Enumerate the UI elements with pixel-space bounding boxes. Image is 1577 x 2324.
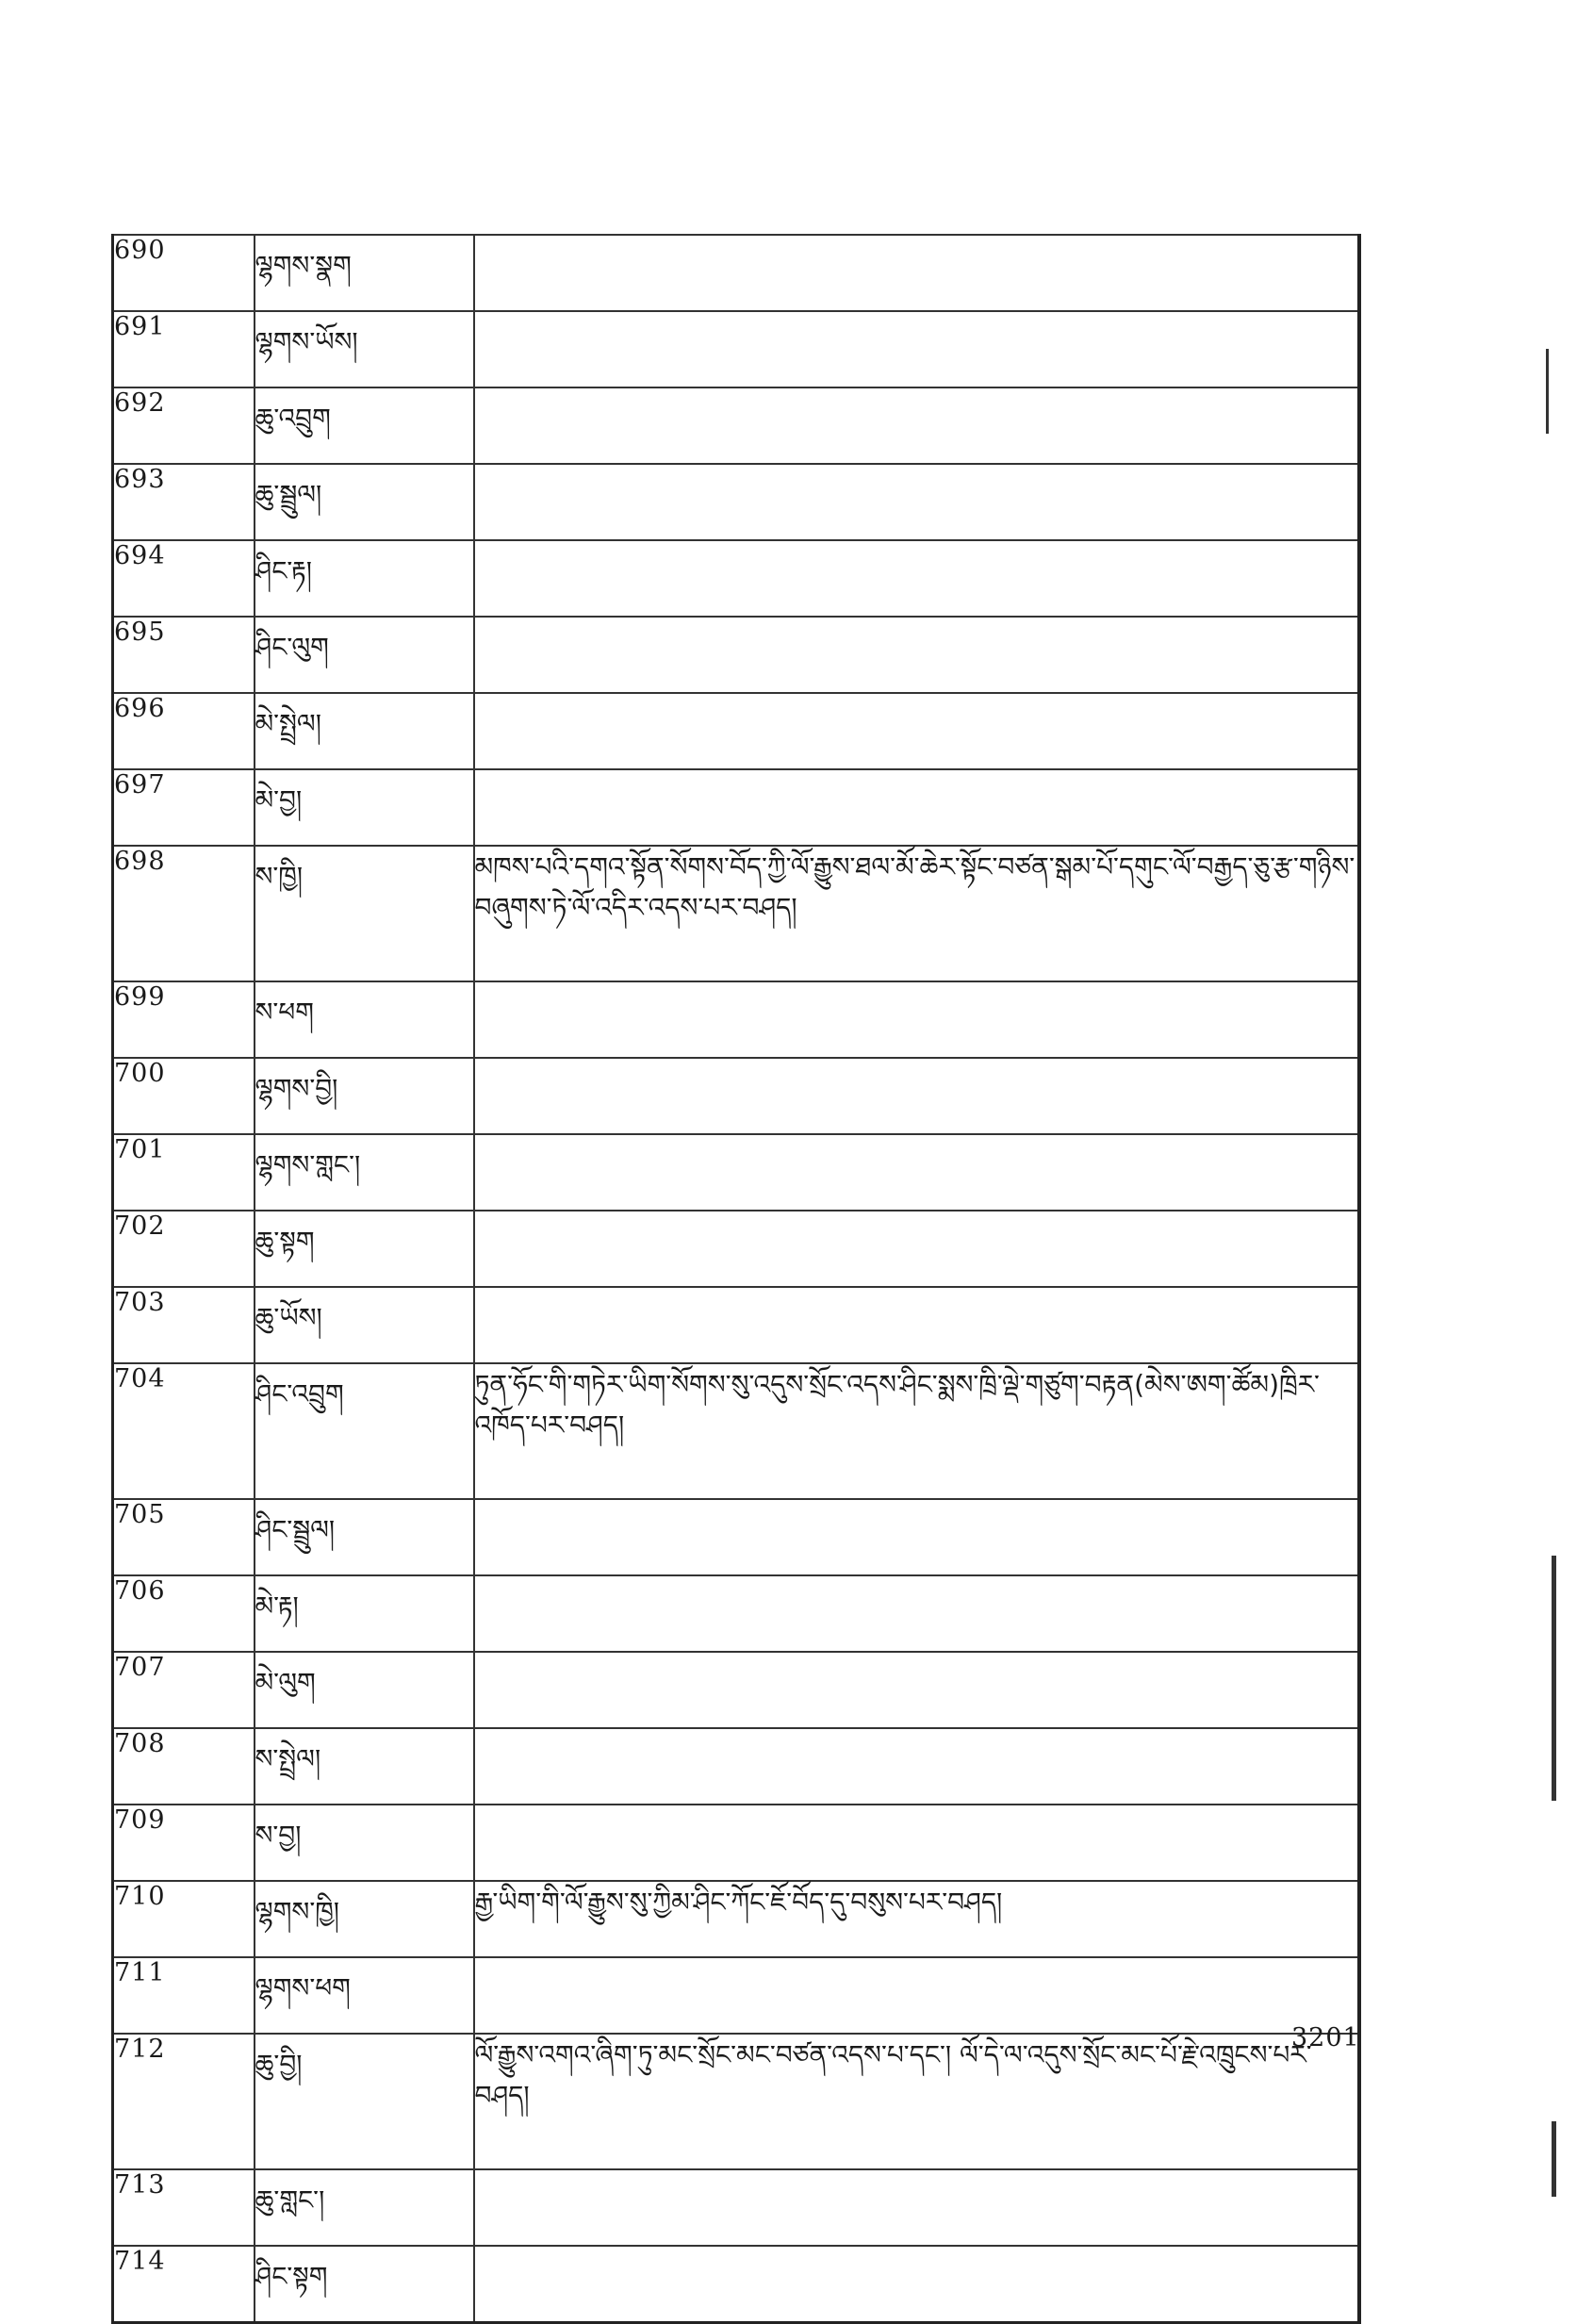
table-row xyxy=(113,693,1360,769)
term-cell: ཆུ་སྟག xyxy=(255,1211,474,1287)
term-cell: ཆུ་བྱི། xyxy=(255,2034,474,2169)
table-row xyxy=(113,1652,1360,1728)
table-row xyxy=(113,1134,1360,1211)
note-cell xyxy=(474,1134,1360,1211)
note-cell xyxy=(474,769,1360,846)
term-cell: ས་ཕག xyxy=(255,981,474,1058)
year-cell: 707 xyxy=(113,1652,255,1728)
year-cell: 710 xyxy=(113,1881,255,1957)
term-cell: ཤིང་སྦྲུལ། xyxy=(255,1499,474,1575)
scan-edge-mark xyxy=(1552,2121,1556,2197)
year-cell: 694 xyxy=(113,540,255,617)
table-row xyxy=(113,540,1360,617)
note-cell xyxy=(474,1058,1360,1134)
year-cell: 714 xyxy=(113,2246,255,2323)
note-cell xyxy=(474,235,1360,311)
table-row xyxy=(113,1575,1360,1652)
year-cell: 698 xyxy=(113,846,255,981)
term-cell: ཆུ་ཡོས། xyxy=(255,1287,474,1363)
table-row xyxy=(113,1881,1360,1957)
year-cell: 711 xyxy=(113,1957,255,2034)
year-cell: 693 xyxy=(113,464,255,540)
note-cell: ལོ་རྒྱུས་འགའ་ཞིག་ཏུ་མང་སྲོང་མང་བཙན་འདས་པ་དང་། ལོ་དེ་ལ་འདུས་སྲོང་མང་པོ་རྗེ་འཁྲུངས་པར་བཤད། xyxy=(474,2034,1360,2169)
year-cell: 712 xyxy=(113,2034,255,2169)
note-cell: ཏུན་ཧོང་གི་གཏེར་ཡིག་སོགས་སུ་འདུས་སྲོང་འདས་ཤིང་སྨས་ཁྲི་ལྡེ་གཙུག་བརྟན(མེས་ཨག་ཚོམ)ཁྲིར་འཁོད་པར་བཤད། xyxy=(474,1363,1360,1499)
table-row xyxy=(113,769,1360,846)
year-cell: 701 xyxy=(113,1134,255,1211)
year-cell: 699 xyxy=(113,981,255,1058)
year-cell: 704 xyxy=(113,1363,255,1499)
year-cell: 713 xyxy=(113,2169,255,2246)
scan-edge-mark xyxy=(1552,1556,1556,1801)
table-row xyxy=(113,1058,1360,1134)
year-cell: 708 xyxy=(113,1728,255,1805)
page-number: 3201 xyxy=(1291,2023,1360,2052)
term-cell: ཤིང་ལུག xyxy=(255,617,474,693)
chronology-table xyxy=(111,234,1361,2324)
table-row xyxy=(113,387,1360,464)
table-row xyxy=(113,464,1360,540)
table-body xyxy=(113,235,1360,2323)
term-cell: ཆུ་གླང་། xyxy=(255,2169,474,2246)
term-cell: མེ་བྱ། xyxy=(255,769,474,846)
note-cell xyxy=(474,464,1360,540)
term-cell: ཤིང་འབྲུག xyxy=(255,1363,474,1499)
note-cell xyxy=(474,981,1360,1058)
note-cell xyxy=(474,1211,1360,1287)
table-row xyxy=(113,617,1360,693)
table-row xyxy=(113,1499,1360,1575)
note-cell xyxy=(474,387,1360,464)
year-cell: 709 xyxy=(113,1805,255,1881)
year-cell: 696 xyxy=(113,693,255,769)
term-cell: ལྷགས་ཕག xyxy=(255,1957,474,2034)
note-cell: རྒྱ་ཡིག་གི་ལོ་རྒྱུས་སུ་ཀྱིམ་ཤིང་ཀོང་ཇོ་བོད་དུ་བསུས་པར་བཤད། xyxy=(474,1881,1360,1957)
note-cell xyxy=(474,2246,1360,2323)
table-row xyxy=(113,2034,1360,2169)
year-cell: 703 xyxy=(113,1287,255,1363)
note-cell xyxy=(474,617,1360,693)
note-cell: མཁས་པའི་དགའ་སྟོན་སོགས་བོད་ཀྱི་ལོ་རྒྱུས་ཐལ་མོ་ཆེར་སྟོང་བཙན་སྒམ་པོ་དགུང་ལོ་བརྒྱད་ཅུ་རྩ་གཉིས་བཞུགས་ཏེ་ལོ་འདིར་འདས་པར་བཤད། xyxy=(474,846,1360,981)
table-row xyxy=(113,2246,1360,2323)
year-cell: 692 xyxy=(113,387,255,464)
term-cell: ཆུ་འབྲུག xyxy=(255,387,474,464)
term-cell: ཤིང་རྟ། xyxy=(255,540,474,617)
term-cell: ས་ཁྱི། xyxy=(255,846,474,981)
table-row xyxy=(113,311,1360,387)
year-cell: 705 xyxy=(113,1499,255,1575)
term-cell: ས་སྤྲེལ། xyxy=(255,1728,474,1805)
term-cell: མེ་སྤྲེལ། xyxy=(255,693,474,769)
table-row xyxy=(113,235,1360,311)
note-cell xyxy=(474,2169,1360,2246)
note-cell xyxy=(474,1287,1360,1363)
note-cell xyxy=(474,311,1360,387)
term-cell: མེ་ལུག xyxy=(255,1652,474,1728)
term-cell: ལྷགས་བྱི། xyxy=(255,1058,474,1134)
note-cell xyxy=(474,1499,1360,1575)
year-cell: 690 xyxy=(113,235,255,311)
table-row xyxy=(113,981,1360,1058)
note-cell xyxy=(474,540,1360,617)
table-row xyxy=(113,1805,1360,1881)
table-row xyxy=(113,2169,1360,2246)
year-cell: 700 xyxy=(113,1058,255,1134)
term-cell: ལྷགས་ཡོས། xyxy=(255,311,474,387)
note-cell xyxy=(474,693,1360,769)
term-cell: ལྷགས་ཁྱི། xyxy=(255,1881,474,1957)
scan-edge-mark xyxy=(1546,349,1549,434)
note-cell xyxy=(474,1652,1360,1728)
term-cell: ལྷགས་གླང་། xyxy=(255,1134,474,1211)
year-cell: 697 xyxy=(113,769,255,846)
table-row xyxy=(113,1363,1360,1499)
table-row xyxy=(113,1287,1360,1363)
term-cell: ཆུ་སྦྲུལ། xyxy=(255,464,474,540)
term-cell: ས་བྱ། xyxy=(255,1805,474,1881)
year-cell: 691 xyxy=(113,311,255,387)
term-cell: ལྷགས་སྣག xyxy=(255,235,474,311)
year-cell: 706 xyxy=(113,1575,255,1652)
term-cell: ཤིང་སྟག xyxy=(255,2246,474,2323)
note-cell xyxy=(474,1728,1360,1805)
table-row xyxy=(113,846,1360,981)
table-row xyxy=(113,1957,1360,2034)
note-cell xyxy=(474,1957,1360,2034)
year-cell: 695 xyxy=(113,617,255,693)
year-cell: 702 xyxy=(113,1211,255,1287)
note-cell xyxy=(474,1575,1360,1652)
note-cell xyxy=(474,1805,1360,1881)
table-row xyxy=(113,1728,1360,1805)
term-cell: མེ་རྟ། xyxy=(255,1575,474,1652)
table-row xyxy=(113,1211,1360,1287)
